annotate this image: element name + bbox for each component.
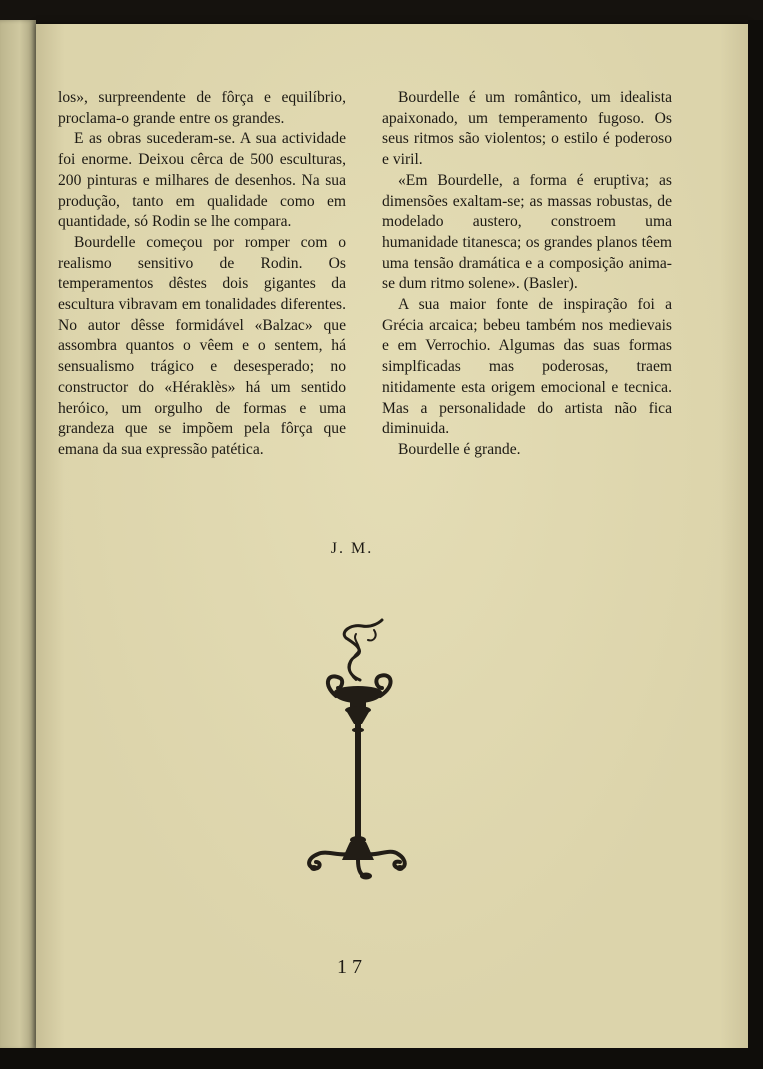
right-text-column [382,88,672,461]
right-paragraph-1: Bourdelle é um romântico, um idealista apaixonado, um temperamento fugoso. Os seus ritmos são violentos; o estilo é poderoso e viril. [382,89,672,169]
left-paragraph-3: Bourdelle começou por romper com o realismo sensitivo de Rodin. Os temperamentos dêstes dois gigantes da escultura vibravam em tonalidades diferentes. No autor dêsse formidável «Balzac» que assombra quantos o vêem e o sentem, há sensualismo trágico e desesperado; no constructor do «Héraklès» há um sentido heróico, um orgulho de formas e uma grandeza que se impõem pela fôrça que emana da sua expressão patética. [58,233,346,458]
oil-lamp-ornament-icon [300,618,412,880]
left-paragraph-2: E as obras sucederam-se. A sua actividade foi enorme. Deixou cêrca de 500 esculturas, 200 pinturas e milhares de desenhos. Na sua produção, tanto em qualidade como em quantidade, só Rodin se lhe compara. [58,130,346,231]
left-paragraph-1: los», surpreendente de fôrça e equilíbrio, proclama-o grande entre os grandes. [58,89,346,127]
scan-border-right [748,20,763,1069]
right-paragraph-2: «Em Bourdelle, a forma é eruptiva; as dimensões exaltam-se; as massas robustas, de modelado austero, constroem uma humanidade titanesca; os grandes planos têem uma tensão dramática e a composição anima-se dum ritmo solene». (Basler). [382,171,672,293]
right-paragraph-3: A sua maior fonte de inspiração foi a Grécia arcaica; bebeu também nos medievais e em Verrochio. Algumas das suas formas simplficadas mas poderosas, traem nitidamente esta origem emocional e tecnica. Mas a personalidade do artista não fica diminuida. [382,296,672,438]
scan-border-top [0,0,763,24]
previous-page-edge [0,20,36,1050]
author-signature: J. M. [330,540,374,557]
scan-border-bottom [0,1048,763,1069]
right-paragraph-4: Bourdelle é grande. [398,440,521,458]
page-number: 17 [337,956,367,978]
left-text-column [58,88,346,461]
